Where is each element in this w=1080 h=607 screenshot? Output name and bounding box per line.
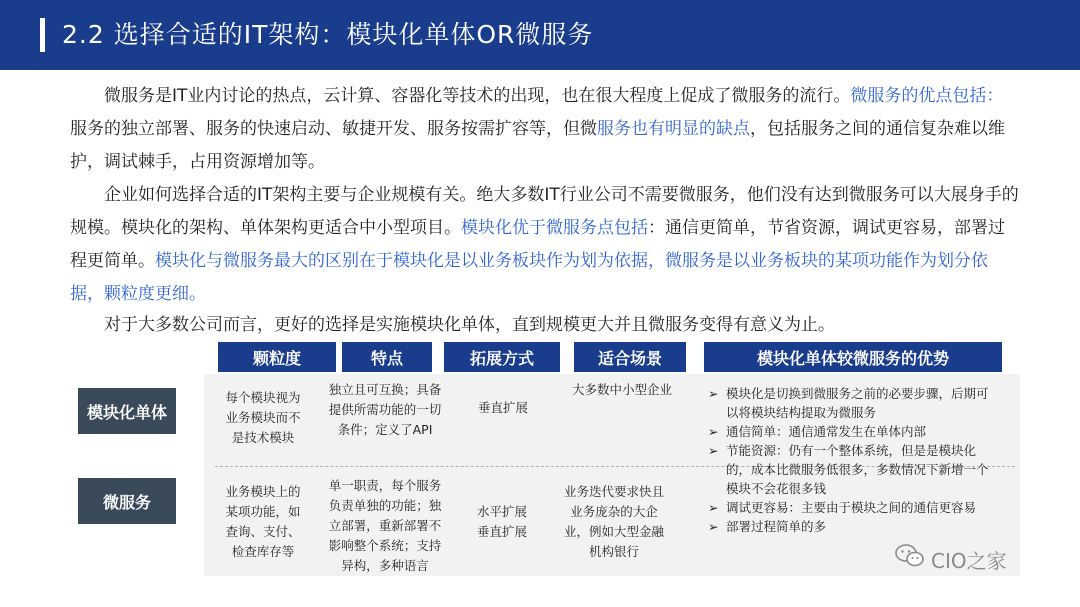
p2-text-1: 企业如何选择合适的IT架构主要与企业规模有关。绝大多数IT行业公司不需要微服务，他们没有达到微服务可以大展身手的规模。模块化的架构、单体架构更适合中小型项目。 [70, 185, 1019, 238]
cell-microservices-features: 单一职责，每个服务负责单独的功能；独立部署，重新部署不影响整个系统；支持异构，多种语言 [328, 478, 442, 573]
p2-text-2: ：通信更简单，节省资源，调试更容易，部署过程更简单。 [70, 218, 1005, 271]
cell-monolith-features: 独立且可互换；具备提供所需功能的一切条件；定义了API [328, 382, 442, 437]
paragraph-conclusion [70, 309, 1020, 342]
p2-highlight-2: 模块化与微服务最大的区别在于模块化是以业务板块作为划为依据，微服务是以业务板块的某项功能作为划分依据，颗粒度更细。 [70, 251, 988, 304]
row-label-microservices: 微服务 [78, 478, 176, 524]
paragraph-architecture-choice [70, 179, 1020, 311]
table-header-scaling: 拓展方式 [444, 342, 560, 372]
p1-text-1: 微服务是IT业内讨论的热点，云计算、容器化等技术的出现，也在很大程度上促成了微服务的流行。 [104, 86, 851, 106]
advantages-list [706, 384, 996, 536]
title-bar [0, 0, 1080, 70]
p1-text-3: ，包括服务之间的通信复杂难以维护，调试棘手，占用资源增加等。 [70, 119, 1005, 172]
cell-microservices-scaling: 水平扩展垂直扩展 [476, 504, 527, 539]
row-label-modular-monolith: 模块化单体 [78, 388, 176, 434]
arrow-right-icon: ➢ [708, 386, 719, 401]
cell-monolith-scaling: 垂直扩展 [477, 400, 528, 415]
table-header-scenario: 适合场景 [574, 342, 686, 372]
title-accent-bar [40, 18, 45, 52]
cell-microservices-scenario: 业务迭代要求快且业务庞杂的大企业，例如大型金融机构银行 [563, 484, 664, 559]
advantage-item [706, 517, 996, 536]
wechat-icon [895, 543, 925, 575]
advantage-item [706, 441, 996, 498]
table-header-features: 特点 [342, 342, 432, 372]
advantage-item [706, 384, 996, 422]
arrow-right-icon: ➢ [708, 424, 719, 439]
advantage-item [706, 498, 996, 517]
advantage-text: 模块化是切换到微服务之前的必要步骤，后期可以将模块结构提取为微服务 [726, 386, 989, 420]
paragraph-microservices-intro [70, 80, 1020, 179]
table-header-advantages: 模块化单体较微服务的优势 [704, 342, 1002, 372]
advantage-text: 节能资源：仍有一个整体系统，但是是模块化的，成本比微服务低很多，多数情况下新增一个模块不会花很多钱 [726, 443, 989, 496]
arrow-right-icon: ➢ [708, 443, 719, 458]
p3-text-1: 对于大多数公司而言，更好的选择是实施模块化单体，直到规模更大并且微服务变得有意义为止。 [104, 315, 835, 335]
table-header-granularity: 颗粒度 [218, 342, 336, 372]
p1-text-2: 服务的独立部署、服务的快速启动、敏捷开发、服务按需扩容等，但微 [70, 119, 597, 139]
watermark-text: CIO之家 [931, 548, 1007, 573]
p2-highlight-1: 模块化优于微服务点包括 [461, 218, 648, 238]
cell-microservices-granularity: 业务模块上的某项功能，如查询、支付、检查库存等 [225, 484, 301, 559]
cell-monolith-granularity: 每个模块视为业务模块而不是技术模块 [225, 390, 301, 445]
advantage-text: 部署过程简单的多 [726, 519, 827, 534]
p1-highlight-1: 微服务的优点包括： [850, 86, 1004, 106]
advantage-text: 调试更容易：主要由于模块之间的通信更容易 [726, 500, 977, 515]
p1-highlight-2: 服务也有明显的缺点 [597, 119, 750, 139]
advantage-text: 通信简单：通信通常发生在单体内部 [726, 424, 927, 439]
advantage-item [706, 422, 996, 441]
watermark [895, 543, 1007, 575]
page-title: 2.2 选择合适的IT架构：模块化单体OR微服务 [62, 20, 594, 49]
cell-monolith-scenario: 大多数中小型企业 [571, 382, 672, 397]
arrow-right-icon: ➢ [708, 519, 719, 534]
arrow-right-icon: ➢ [708, 500, 719, 515]
